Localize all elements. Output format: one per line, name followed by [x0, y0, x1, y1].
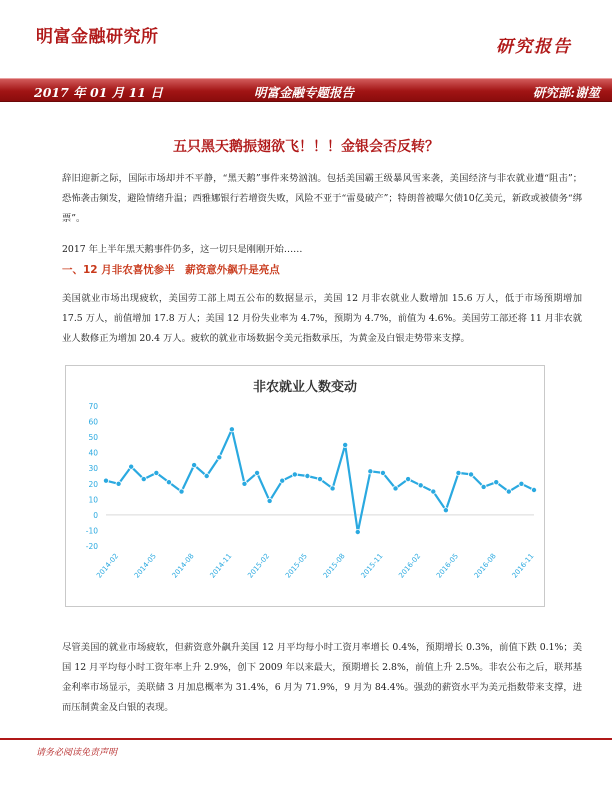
- header-bar: [0, 78, 612, 102]
- data-point: [166, 480, 171, 485]
- paragraph-outlook: 2017 年上半年黑天鹅事件仍多，这一切只是刚刚开始……: [62, 244, 303, 255]
- report-type-label: 研究报告: [496, 37, 572, 57]
- data-point: [443, 508, 448, 513]
- data-point: [343, 442, 348, 447]
- x-tick-label: 2016-02: [397, 552, 423, 580]
- data-point: [116, 481, 121, 486]
- y-tick-label: 20: [88, 479, 98, 489]
- data-point: [129, 464, 134, 469]
- data-point: [217, 455, 222, 460]
- data-point: [494, 480, 499, 485]
- x-tick-label: 2015-02: [246, 552, 272, 580]
- data-point: [267, 498, 272, 503]
- data-point: [456, 470, 461, 475]
- x-tick-label: 2015-11: [359, 552, 385, 580]
- y-tick-label: 10: [88, 495, 98, 505]
- data-point: [330, 486, 335, 491]
- x-tick-label: 2014-05: [132, 552, 158, 580]
- y-tick-label: 30: [88, 464, 98, 474]
- chart-title: 非农就业人数变动: [252, 380, 357, 395]
- x-tick-label: 2015-08: [321, 552, 347, 580]
- data-point: [242, 481, 247, 486]
- data-point: [531, 487, 536, 492]
- data-point: [431, 489, 436, 494]
- paragraph-nonfarm: 美国就业市场出现疲软，美国劳工部上周五公布的数据显示，美国 12 月非农就业人数增加 15.6 万人，低于市场预期增加 17.5 万人，前值增加 17.8 万人；美国 12 月份失业率为 4.7%，预期为 4.7%，前值为 4.6%。美国劳工部还将 11 月非农就业人数修正为增加 20.4 万人。疲软的就业市场数据令美元指数承压，为黄金及白银走势带来支撑。: [62, 293, 582, 344]
- data-point: [317, 477, 322, 482]
- paragraph-intro: 辞旧迎新之际，国际市场却并不平静，“黑天鹅”事件来势汹汹。包括美国霸王级暴风雪来袭，美国经济与非农就业遭“阻击”；恐怖袭击频发，避险情绪升温；西雅娜银行若增资失败，风险不亚于“雷曼破产”；特朗普被曝欠债10亿美元，新政或被债务“绑票”。: [62, 173, 582, 224]
- article-title: 五只黑天鹅振翅欲飞！！！金银会否反转？: [173, 139, 439, 155]
- y-tick-label: 70: [88, 402, 98, 411]
- data-point: [292, 472, 297, 477]
- x-tick-label: 2016-08: [472, 552, 498, 580]
- x-tick-label: 2014-08: [170, 552, 196, 580]
- x-tick-label: 2016-11: [510, 552, 536, 580]
- y-tick-label: -10: [85, 526, 98, 536]
- x-tick-label: 2015-05: [284, 552, 309, 580]
- data-point: [481, 484, 486, 489]
- data-point: [393, 486, 398, 491]
- y-tick-label: 0: [93, 510, 98, 520]
- data-point: [355, 529, 360, 534]
- x-tick-label: 2016-05: [435, 552, 461, 580]
- data-point: [506, 489, 511, 494]
- data-point: [254, 470, 259, 475]
- footer-divider: [0, 738, 612, 740]
- report-author: 研究部:谢堃: [532, 85, 600, 100]
- report-date: 2017 年 01 月 11 日: [34, 85, 163, 100]
- report-series: 明富金融专题报告: [254, 85, 355, 100]
- footer-disclaimer: 请务必阅读免责声明: [36, 748, 118, 758]
- data-point: [179, 489, 184, 494]
- data-point: [519, 481, 524, 486]
- paragraph-wages: 尽管美国的就业市场疲软，但薪资意外飙升美国 12 月平均每小时工资月率增长 0.4%，预期增长 0.3%，前值下跌 0.1%；美国 12 月平均每小时工资年率上升 2.9%，创下 2009 年以来最大，预期增长 2.8%，前值上升 2.5%。非农公布之后，联邦基金利率市场显示，美联储 3 月加息概率为 31.4%，6 月为 71.9%，9 月为 84.4%。强劲的薪资水平为美元指数带来支撑，进而压制黄金及白银的表现。: [62, 642, 582, 713]
- x-tick-label: 2014-02: [95, 552, 121, 580]
- company-logo: 明富金融研究所: [36, 27, 159, 47]
- data-point: [468, 472, 473, 477]
- data-point: [154, 470, 159, 475]
- y-tick-label: -20: [85, 542, 98, 551]
- y-tick-label: 50: [88, 433, 98, 443]
- y-tick-label: 60: [88, 417, 98, 427]
- data-point: [380, 470, 385, 475]
- data-point: [406, 477, 411, 482]
- data-point: [418, 483, 423, 488]
- data-point: [192, 463, 197, 468]
- data-point: [204, 473, 209, 478]
- chart-canvas: [66, 366, 546, 608]
- data-point: [141, 477, 146, 482]
- data-point: [103, 478, 108, 483]
- data-point: [280, 478, 285, 483]
- data-point: [229, 427, 234, 432]
- x-tick-label: 2014-11: [208, 552, 234, 580]
- nonfarm-chart: [65, 365, 545, 607]
- y-tick-label: 40: [88, 448, 98, 458]
- section-heading: 一、12 月非农喜忧参半 薪资意外飙升是亮点: [62, 264, 280, 276]
- data-point: [368, 469, 373, 474]
- data-point: [305, 473, 310, 478]
